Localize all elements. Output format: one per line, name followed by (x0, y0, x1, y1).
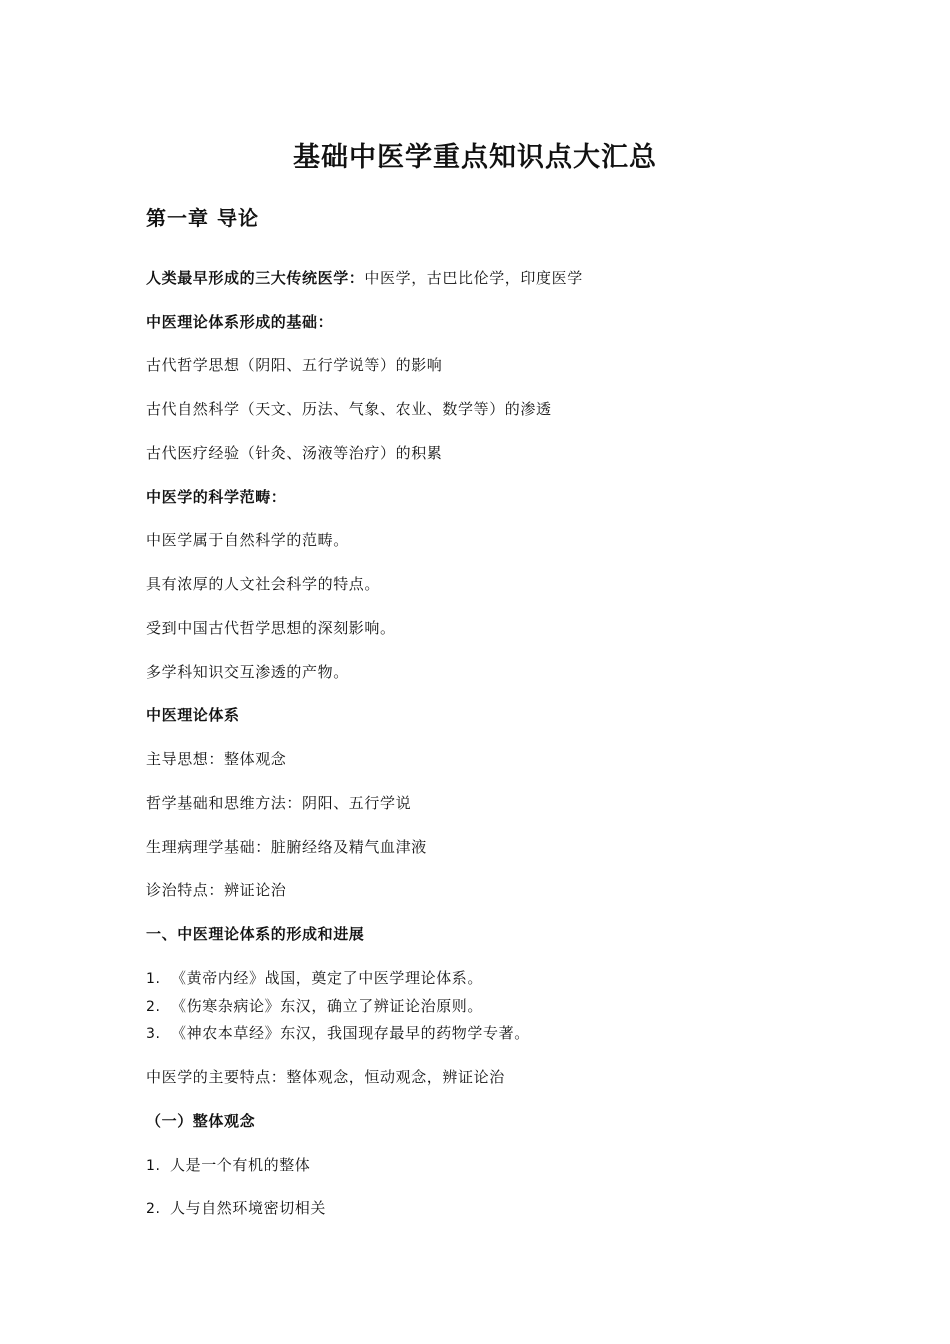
list-item (146, 968, 483, 989)
list-text: 《黄帝内经》战国，奠定了中医学理论体系。 (171, 969, 484, 987)
document-title: 基础中医学重点知识点大汇总 (293, 142, 657, 173)
category-line: 受到中国古代哲学思想的深刻影响。 (146, 619, 396, 637)
paragraph-three-medicines (146, 268, 583, 288)
category-line: 具有浓厚的人文社会科学的特点。 (146, 575, 381, 593)
list-number: 1. (146, 971, 161, 987)
list-text: 《伤寒杂病论》东汉，确立了辨证论治原则。 (171, 997, 484, 1015)
section-heading-category: 中医学的科学范畴： (146, 488, 287, 506)
system-line: 诊治特点：辨证论治 (146, 881, 287, 899)
system-line: 哲学基础和思维方法：阴阳、五行学说 (146, 794, 412, 812)
features-line: 中医学的主要特点：整体观念，恒动观念，辨证论治 (146, 1068, 505, 1086)
chapter-heading: 第一章 导论 (146, 206, 259, 230)
list-item (146, 1198, 326, 1219)
list-number: 1. (146, 1158, 161, 1174)
list-number: 2. (146, 999, 161, 1015)
list-text: 人是一个有机的整体 (170, 1156, 311, 1174)
section-heading-basis: 中医理论体系形成的基础： (146, 313, 334, 331)
list-item (146, 1155, 310, 1176)
category-line: 多学科知识交互渗透的产物。 (146, 663, 349, 681)
list-number: 2. (146, 1201, 161, 1217)
list-number: 3. (146, 1026, 161, 1042)
category-line: 中医学属于自然科学的范畴。 (146, 531, 349, 549)
system-line: 主导思想：整体观念 (146, 750, 287, 768)
basis-line: 古代哲学思想（阴阳、五行学说等）的影响 (146, 356, 443, 374)
list-item (146, 1023, 530, 1044)
section-heading-formation: 一、中医理论体系的形成和进展 (146, 925, 365, 943)
paragraph-text: 中医学，古巴比伦学，印度医学 (364, 269, 583, 287)
list-text: 《神农本草经》东汉，我国现存最早的药物学专著。 (171, 1024, 530, 1042)
section-heading-system: 中医理论体系 (146, 706, 240, 724)
basis-line: 古代自然科学（天文、历法、气象、农业、数学等）的渗透 (146, 400, 552, 418)
paragraph-label: 人类最早形成的三大传统医学： (146, 269, 365, 287)
basis-line: 古代医疗经验（针灸、汤液等治疗）的积累 (146, 444, 443, 462)
list-item (146, 996, 483, 1017)
list-text: 人与自然环境密切相关 (170, 1199, 327, 1217)
system-line: 生理病理学基础：脏腑经络及精气血津液 (146, 838, 427, 856)
subsection-heading-holism: （一）整体观念 (146, 1112, 256, 1130)
